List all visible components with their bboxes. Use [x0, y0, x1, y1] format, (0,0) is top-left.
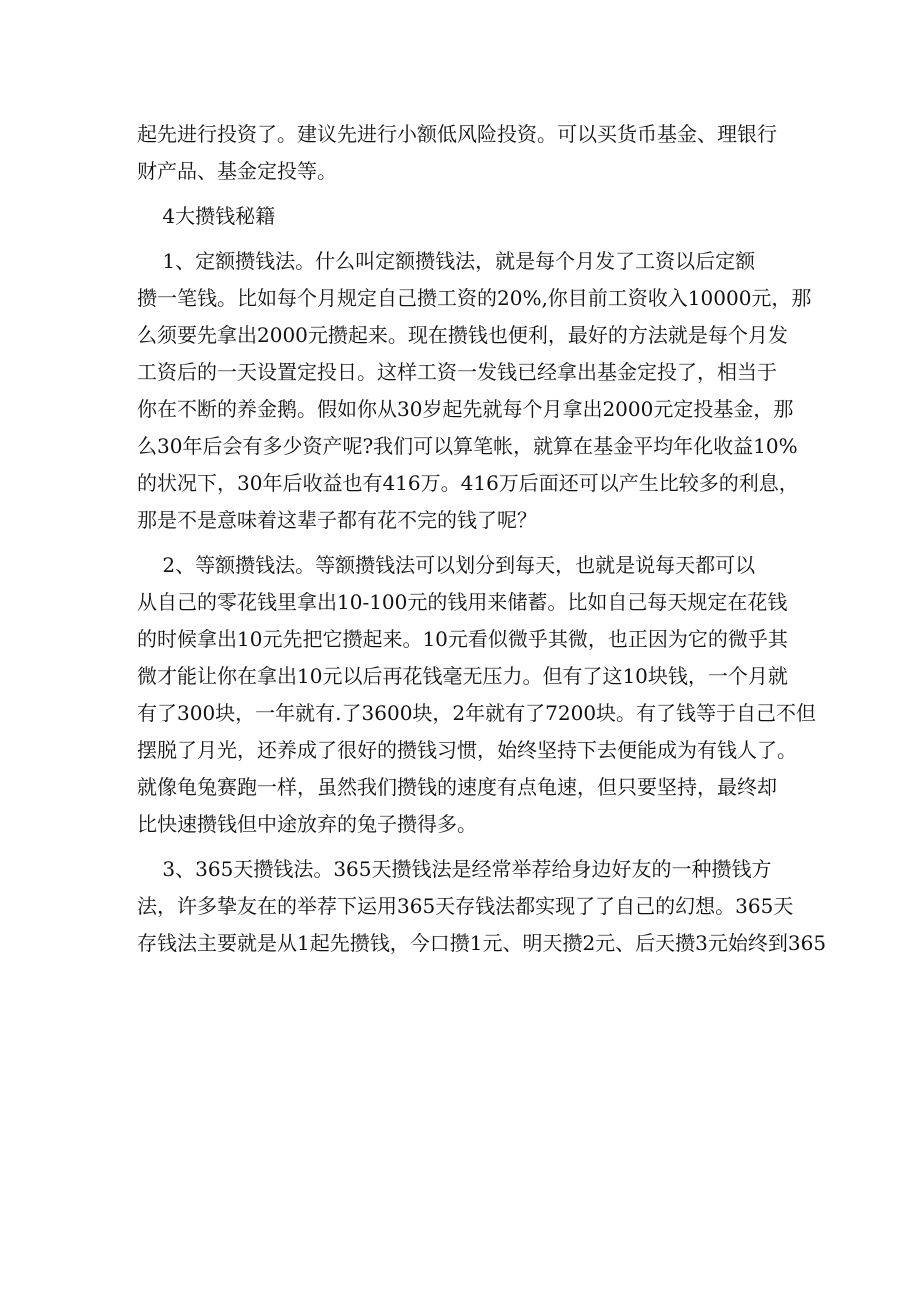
text-line: 你在不断的养金鹅。假如你从30岁起先就每个月拿出2000元定投基金，那: [137, 397, 794, 421]
text-line: 2、等额攒钱法。等额攒钱法可以划分到每天，也就是说每天都可以: [137, 553, 756, 577]
text-line: 微才能让你在拿出10元以后再花钱毫无压力。但有了这10块钱，一个月就: [137, 664, 788, 688]
text-line: 的时候拿出10元先把它攒起来。10元看似微乎其微，也正因为它的微乎其: [137, 627, 788, 651]
text-line: 么30年后会有多少资产呢?我们可以算笔帐，就算在基金平均年化收益10%: [137, 434, 798, 458]
text-line: 攒一笔钱。比如每个月规定自己攒工资的20%,你目前工资收入10000元，那: [137, 286, 812, 310]
text-line: 那是不是意味着这辈子都有花不完的钱了呢？: [137, 508, 537, 532]
text-line: 就像龟兔赛跑一样，虽然我们攒钱的速度有点龟速，但只要坚持，最终却: [137, 775, 777, 799]
text-line: 比快速攒钱但中途放弃的兔子攒得多。: [137, 812, 477, 836]
document-body: [137, 116, 827, 962]
text-line: 法，许多挚友在的举荐下运用365天存钱法都实现了了自己的幻想。365天: [137, 894, 794, 918]
section-heading: 4大攒钱秘籍: [137, 204, 276, 228]
text-line: 工资后的一天设置定投日。这样工资一发钱已经拿出基金定投了，相当于: [137, 360, 777, 384]
text-line: 么须要先拿出2000元攒起来。现在攒钱也便利，最好的方法就是每个月发: [137, 323, 788, 347]
text-line: 有了300块，一年就有.了3600块，2年就有了7200块。有了钱等于自己不但: [137, 701, 817, 725]
text-line: 3、365天攒钱法。365天攒钱法是经常举荐给身边好友的一种攒钱方: [137, 857, 772, 881]
text-line: 存钱法主要就是从1起先攒钱，今口攒1元、明天攒2元、后天攒3元始终到365: [137, 931, 827, 955]
text-line: 起先进行投资了。建议先进行小额低风险投资。可以买货币基金、理银行: [137, 122, 777, 146]
text-line: 的状况下，30年后收益也有416万。416万后面还可以产生比较多的利息，: [137, 471, 799, 495]
text-line: 摆脱了月光，还养成了很好的攒钱习惯，始终坚持下去便能成为有钱人了。: [137, 738, 797, 762]
text-line: 从自己的零花钱里拿出10-100元的钱用来储蓄。比如自己每天规定在花钱: [137, 590, 788, 614]
text-line: 财产品、基金定投等。: [137, 159, 337, 183]
text-line: 1、定额攒钱法。什么叫定额攒钱法，就是每个月发了工资以后定额: [137, 249, 756, 273]
